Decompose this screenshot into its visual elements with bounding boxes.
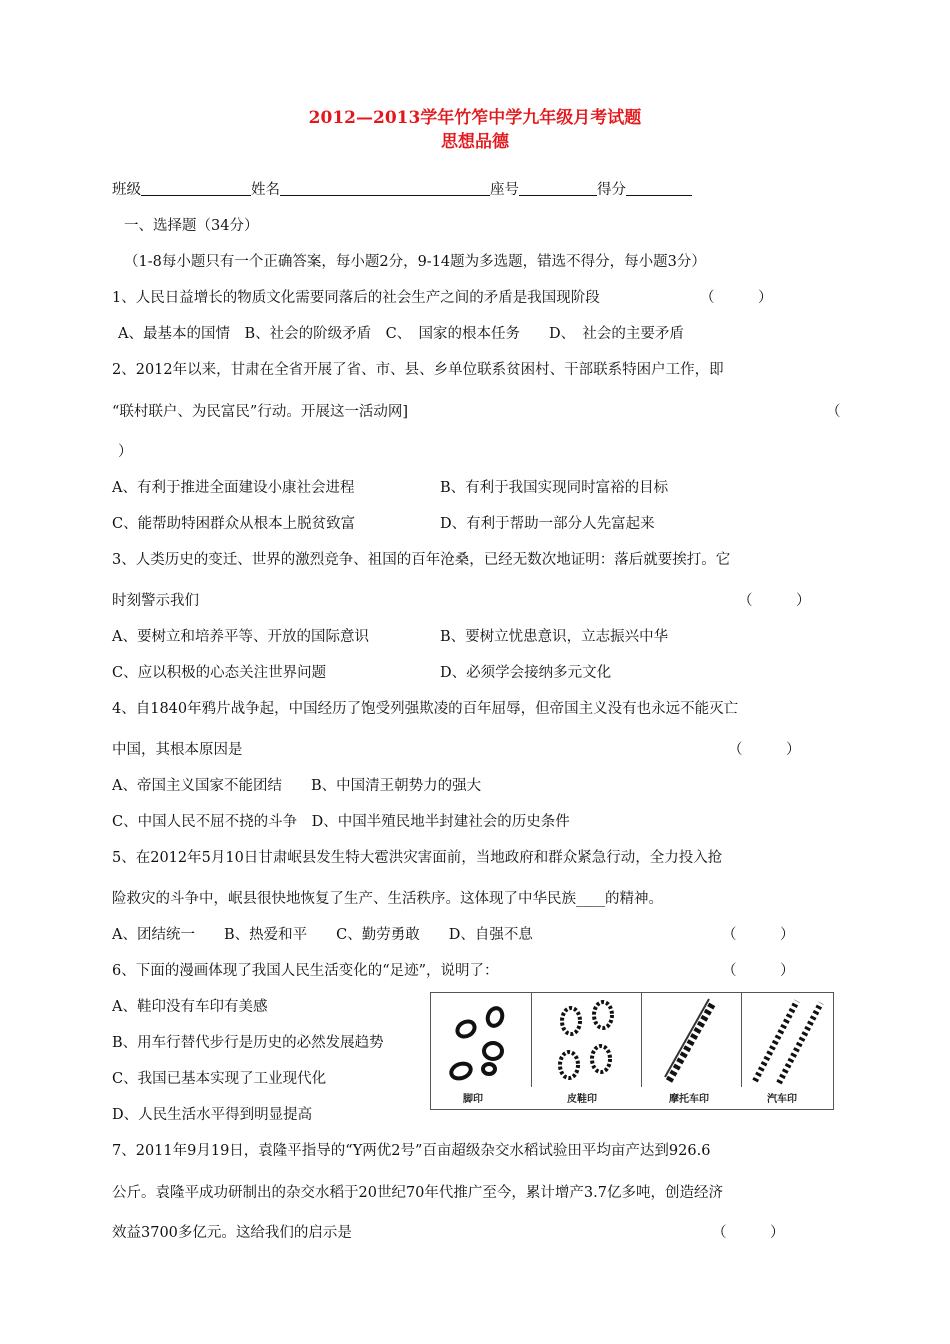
footprint-panel xyxy=(431,993,532,1087)
caption-leather-shoe: 皮鞋印 xyxy=(567,1094,597,1105)
question-3-option-b: B、要树立忧患意识，立志振兴中华 xyxy=(440,629,669,645)
page-title: 2012—2013学年竹笮中学九年级月考试题 xyxy=(308,108,642,128)
class-label: 班级 xyxy=(112,182,141,198)
section-instructions: （1-8每小题只有一个正确答案，每小题2分，9-14题为多选题，错选不得分，每小题3分） xyxy=(124,254,706,270)
question-6-answer-bracket[interactable]: （ ） xyxy=(722,963,795,979)
caption-footprint: 脚印 xyxy=(463,1094,483,1105)
caption-motorcycle: 摩托车印 xyxy=(669,1094,709,1105)
seat-label: 座号 xyxy=(490,182,519,198)
question-6-option-a: A、鞋印没有车印有美感 xyxy=(112,999,268,1015)
name-field[interactable] xyxy=(280,181,490,196)
question-7-stem-line-2: 公斤。袁隆平成功研制出的杂交水稻于20世纪70年代推广至今，累计增产3.7亿多吨，创造经济 xyxy=(112,1185,723,1201)
question-3-stem-line-1: 3、人类历史的变迁、世界的激烈竞争、祖国的百年沧桑，已经无数次地证明：落后就要挨打。它 xyxy=(112,552,731,568)
question-2-stem-line-2: “联村联户、为民富民”行动。开展这一活动网] xyxy=(112,404,408,420)
question-3-option-d: D、必须学会接纳多元文化 xyxy=(440,665,612,681)
question-1-answer-bracket[interactable]: （ ） xyxy=(700,290,773,306)
question-2-bracket-close[interactable]: ） xyxy=(118,444,133,460)
question-4-options-ab: A、帝国主义国家不能团结 B、中国清王朝势力的强大 xyxy=(112,778,482,794)
question-6-option-d: D、人民生活水平得到明显提高 xyxy=(112,1107,313,1123)
leather-shoe-print-panel xyxy=(531,993,642,1087)
question-1-stem: 1、人民日益增长的物质文化需要同落后的社会生产之间的矛盾是我国现阶段 xyxy=(112,290,600,306)
question-5-answer-bracket[interactable]: （ ） xyxy=(722,927,795,943)
student-info-row xyxy=(112,178,692,199)
question-6-option-c: C、我国已基本实现了工业现代化 xyxy=(112,1071,327,1087)
motorcycle-print-panel xyxy=(641,993,742,1087)
question-4-options-cd: C、中国人民不屈不挠的斗争 D、中国半殖民地半封建社会的历史条件 xyxy=(112,814,570,830)
question-2-bracket-open[interactable]: （ xyxy=(826,404,841,420)
seat-field[interactable] xyxy=(519,181,597,196)
caption-car: 汽车印 xyxy=(767,1094,797,1105)
question-1-options: A、最基本的国情 B、社会的阶级矛盾 C、 国家的根本任务 D、 社会的主要矛盾 xyxy=(118,326,684,342)
question-3-option-c: C、应以积极的心态关注世界问题 xyxy=(112,665,327,681)
question-7-stem-line-3: 效益3700多亿元。这给我们的启示是 xyxy=(112,1225,352,1241)
score-label: 得分 xyxy=(597,182,626,198)
question-3-stem-line-2: 时刻警示我们 xyxy=(112,593,199,609)
question-4-answer-bracket[interactable]: （ ） xyxy=(728,742,801,758)
question-3-answer-bracket[interactable]: （ ） xyxy=(738,593,811,609)
name-label: 姓名 xyxy=(251,182,280,198)
car-print-panel xyxy=(741,993,833,1087)
motorcycle-track-icon xyxy=(641,993,741,1087)
score-field[interactable] xyxy=(626,181,692,196)
question-2-option-d: D、有利于帮助一部分人先富起来 xyxy=(440,516,655,532)
question-6-stem: 6、下面的漫画体现了我国人民生活变化的“足迹”，说明了： xyxy=(112,963,499,979)
question-2-option-c: C、能帮助特困群众从根本上脱贫致富 xyxy=(112,516,356,532)
class-field[interactable] xyxy=(141,181,251,196)
footprint-icon xyxy=(431,993,531,1087)
question-2-stem-line-1: 2、2012年以来，甘肃在全省开展了省、市、县、乡单位联系贫困村、干部联系特困户工作，即 xyxy=(112,362,724,378)
question-4-stem-line-1: 4、自1840年鸦片战争起，中国经历了饱受列强欺凌的百年屈辱，但帝国主义没有也永远不能灭亡 xyxy=(112,701,739,717)
question-7-stem-line-1: 7、2011年9月19日，袁隆平指导的“Y两优2号”百亩超级杂交水稻试验田平均亩产达到926.6 xyxy=(112,1143,711,1159)
question-3-option-a: A、要树立和培养平等、开放的国际意识 xyxy=(112,629,369,645)
question-5-stem-line-1: 5、在2012年5月10日甘肃岷县发生特大雹洪灾害面前，当地政府和群众紧急行动，全力投入抢 xyxy=(112,850,723,866)
question-2-option-a: A、有利于推进全面建设小康社会进程 xyxy=(112,480,355,496)
question-6-option-b: B、用车行替代步行是历史的必然发展趋势 xyxy=(112,1035,384,1051)
question-5-stem-line-2: 险救灾的斗争中，岷县很快地恢复了生产、生活秩序。这体现了中华民族____的精神。 xyxy=(112,891,663,907)
question-4-stem-line-2: 中国，其根本原因是 xyxy=(112,742,243,758)
section-heading: 一、选择题（34分） xyxy=(124,218,259,234)
question-2-option-b: B、有利于我国实现同时富裕的目标 xyxy=(440,480,669,496)
page-subtitle: 思想品德 xyxy=(441,132,509,152)
shoe-print-icon xyxy=(531,993,641,1087)
footprints-cartoon xyxy=(430,992,834,1110)
car-track-icon xyxy=(741,993,833,1087)
question-5-options: A、团结统一 B、热爱和平 C、勤劳勇敢 D、自强不息 xyxy=(112,927,533,943)
question-7-answer-bracket[interactable]: （ ） xyxy=(712,1225,785,1241)
